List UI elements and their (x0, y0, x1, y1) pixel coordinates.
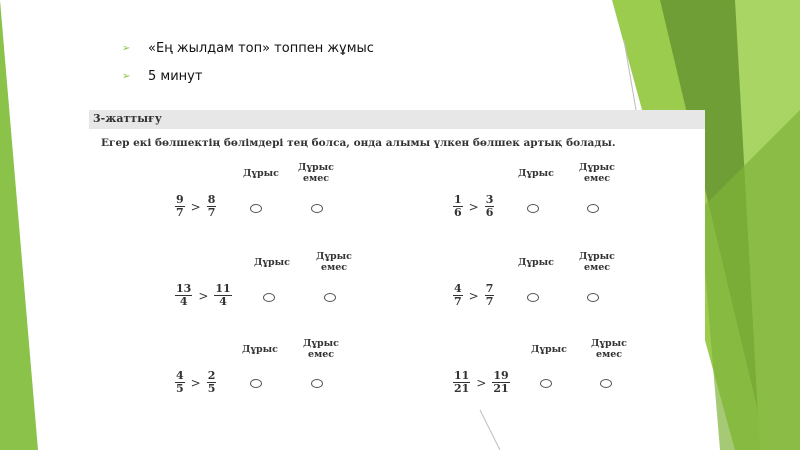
false-label-line2: емес (302, 173, 330, 184)
comparison-operator: > (190, 375, 201, 390)
false-radio[interactable] (311, 204, 323, 213)
fraction-comparison (175, 283, 232, 308)
arrow-bullet-icon: ➢ (122, 70, 131, 82)
true-radio[interactable] (263, 293, 275, 302)
fraction-comparison (453, 194, 494, 219)
true-radio[interactable] (250, 379, 262, 388)
false-label (291, 338, 351, 360)
denominator: 6 (485, 206, 494, 219)
comparison-operator: > (476, 375, 487, 390)
numerator: 4 (454, 282, 462, 295)
true-label: Дұрыс (518, 257, 554, 268)
false-radio[interactable] (587, 204, 599, 213)
right-fraction (207, 370, 217, 395)
comparison-operator: > (198, 288, 209, 303)
false-label-line1: Дұрыс (579, 162, 615, 173)
numerator: 11 (215, 282, 231, 295)
true-radio[interactable] (527, 293, 539, 302)
right-fraction (492, 370, 509, 395)
false-label-line1: Дұрыс (591, 338, 627, 349)
false-radio[interactable] (600, 379, 612, 388)
exercise-header (89, 110, 705, 129)
fraction-comparison (453, 283, 494, 308)
false-label-line1: Дұрыс (298, 162, 334, 173)
numerator: 4 (176, 369, 184, 382)
denominator: 21 (493, 382, 509, 395)
numerator: 7 (485, 282, 494, 295)
true-radio[interactable] (540, 379, 552, 388)
false-label-line2: емес (583, 173, 611, 184)
denominator: 6 (454, 206, 462, 219)
numerator: 11 (454, 369, 470, 382)
left-fraction (175, 283, 192, 308)
denominator: 7 (207, 206, 216, 219)
numerator: 8 (207, 193, 216, 206)
right-fraction (214, 283, 231, 308)
denominator: 5 (176, 382, 184, 395)
left-fraction (453, 194, 463, 219)
false-label (286, 162, 346, 184)
decorative-line-bottom (480, 410, 500, 450)
denominator: 5 (207, 382, 216, 395)
denominator: 7 (454, 295, 462, 308)
left-fraction (175, 194, 185, 219)
left-fraction (453, 283, 463, 308)
bullet-text: «Ең жылдам топ» топпен жұмыс (148, 40, 374, 56)
numerator: 2 (207, 369, 216, 382)
comparison-operator: > (190, 199, 201, 214)
bullet-text: 5 минут (148, 68, 203, 84)
false-label-line2: емес (583, 262, 611, 273)
false-label-line2: емес (320, 262, 348, 273)
exercise-panel (89, 110, 705, 408)
denominator: 4 (179, 295, 188, 308)
denominator: 7 (485, 295, 494, 308)
comparison-operator: > (468, 199, 479, 214)
true-radio[interactable] (527, 204, 539, 213)
exercise-instruction: Егер екі бөлшектің бөлімдері тең болса, онда алымы үлкен бөлшек артық болады. (101, 137, 616, 149)
true-radio[interactable] (250, 204, 262, 213)
numerator: 9 (176, 193, 184, 206)
numerator: 3 (485, 193, 494, 206)
bullet-item (122, 34, 374, 62)
false-label (567, 162, 627, 184)
denominator: 21 (454, 382, 470, 395)
fraction-comparison (175, 194, 216, 219)
false-label-line2: емес (595, 349, 623, 360)
right-fraction (485, 194, 495, 219)
right-fraction (485, 283, 495, 308)
false-radio[interactable] (324, 293, 336, 302)
fraction-comparison (175, 370, 216, 395)
left-green-triangle (0, 0, 38, 450)
arrow-bullet-icon: ➢ (122, 42, 131, 54)
true-label: Дұрыс (254, 257, 290, 268)
left-fraction (175, 370, 185, 395)
false-label (304, 251, 364, 273)
bullet-list (122, 34, 374, 90)
false-label-line1: Дұрыс (316, 251, 352, 262)
right-fraction (207, 194, 217, 219)
true-label: Дұрыс (531, 344, 567, 355)
numerator: 13 (176, 282, 192, 295)
false-radio[interactable] (311, 379, 323, 388)
denominator: 7 (176, 206, 184, 219)
false-label-line1: Дұрыс (303, 338, 339, 349)
true-label: Дұрыс (242, 344, 278, 355)
false-radio[interactable] (587, 293, 599, 302)
numerator: 1 (454, 193, 462, 206)
true-label: Дұрыс (518, 168, 554, 179)
fraction-comparison (453, 370, 510, 395)
numerator: 19 (493, 369, 509, 382)
left-fraction (453, 370, 470, 395)
false-label-line2: емес (307, 349, 335, 360)
false-label-line1: Дұрыс (579, 251, 615, 262)
false-label (579, 338, 639, 360)
denominator: 4 (219, 295, 227, 308)
false-label (567, 251, 627, 273)
bullet-item (122, 62, 374, 90)
true-label: Дұрыс (243, 168, 279, 179)
comparison-operator: > (468, 288, 479, 303)
exercise-title: 3-жаттығу (93, 112, 162, 125)
